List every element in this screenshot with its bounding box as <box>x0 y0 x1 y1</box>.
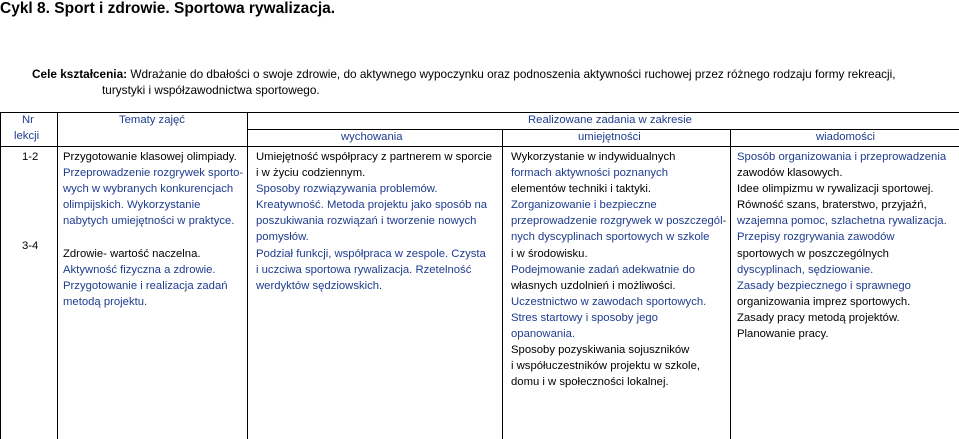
skills-line: Podejmowanie zadań adekwatnie do <box>511 263 696 276</box>
upbringing-line: Umiejętność współpracy z partnerem w sporcie <box>256 151 493 163</box>
knowledge-line: Przepisy rozgrywania zawodów <box>737 231 895 244</box>
topics-line: nabytych umiejętności w praktyce. <box>63 215 235 228</box>
upbringing-cell <box>256 149 492 294</box>
upbringing-line: i w życiu codziennym. <box>256 167 366 180</box>
skills-line: przeprowadzenie rozgrywek w poszczegól- <box>511 215 727 228</box>
header-lesson: lekcji <box>14 130 40 142</box>
knowledge-line: Planowanie pracy. <box>737 328 829 341</box>
knowledge-line: Sposób organizowania i przeprowadzenia <box>737 151 947 163</box>
goal-line-2: turystyki i współzawodnictwa sportowego. <box>102 83 320 97</box>
topics-line: Aktywność fizyczna a zdrowie. <box>63 263 216 276</box>
topics-line: Przygotowanie i realizacja zadań <box>63 279 228 292</box>
tasks-subheader-border <box>247 129 959 130</box>
topics-line: wych w wybranych konkurencjach <box>63 183 234 196</box>
topics-cell <box>63 149 243 310</box>
upbringing-line: i uczciwa sportowa rywalizacja. Rzetelność <box>256 263 472 276</box>
lesson-number: 1-2 <box>22 151 39 163</box>
nr-column-divider <box>57 112 58 439</box>
header-nr: Nr <box>22 114 34 126</box>
skills-line: opanowania. <box>511 328 576 341</box>
header-topics: Tematy zajęć <box>119 114 185 126</box>
skills-line: elementów techniki i taktyki. <box>511 183 652 196</box>
skills-line: Sposoby pozyskiwania sojuszników <box>511 344 690 357</box>
goal-label: Cele kształcenia: <box>32 67 128 81</box>
header-upbringing: wychowania <box>341 131 403 143</box>
goal-text-1: Wdrażanie do dbałości o swoje zdrowie, do aktywnego wypoczynku oraz podnoszenia aktywności ruchowej przez różnego rodzaju formy rekreacji, <box>127 67 896 81</box>
skills-line: nych dyscyplinach sportowych w szkole <box>511 231 710 244</box>
knowledge-cell <box>737 149 947 342</box>
knowledge-line: sportowych w poszczególnych <box>737 247 889 260</box>
upbringing-column-divider <box>502 130 503 439</box>
table-top-border <box>0 112 959 113</box>
topics-line: Zdrowie- wartość naczelna. <box>63 247 201 260</box>
upbringing-line: werdyktów sędziowskich. <box>256 279 383 292</box>
knowledge-line: organizowania imprez sportowych. <box>737 295 911 308</box>
lesson-number: 3-4 <box>22 240 39 252</box>
upbringing-line: Kreatywność. Metoda projektu jako sposób na <box>256 199 488 212</box>
knowledge-line: dyscyplinach, sędziowanie. <box>737 263 874 276</box>
knowledge-line: Idee olimpizmu w rywalizacji sportowej. <box>737 183 934 196</box>
topics-column-divider <box>247 112 248 439</box>
skills-line: własnych uzdolnień i możliwości. <box>511 279 676 292</box>
skills-line: formach aktywności poznanych <box>511 167 668 180</box>
header-tasks: Realizowane zadania w zakresie <box>528 114 692 126</box>
goal-line-1 <box>32 66 896 82</box>
knowledge-line: wzajemna pomoc, szlachetna rywalizacja. <box>737 215 947 228</box>
skills-line: i w środowisku. <box>511 247 588 260</box>
upbringing-line: Podział funkcji, współpraca w zespole. Czysta <box>256 247 486 260</box>
topics-line: metodą projektu. <box>63 295 148 308</box>
skills-column-divider <box>730 130 731 439</box>
knowledge-line: zawodów klasowych. <box>737 167 843 180</box>
upbringing-line: poszukiwania rozwiązań i tworzenie nowych <box>256 215 477 228</box>
skills-line: domu i w społeczności lokalnej. <box>511 376 669 389</box>
skills-line: Wykorzystanie w indywidualnych <box>511 151 676 163</box>
skills-line: Uczestnictwo w zawodach sportowych. <box>511 295 707 308</box>
header-skills: umiejętności <box>578 131 641 143</box>
knowledge-line: Zasady pracy metodą projektów. <box>737 311 900 324</box>
upbringing-line: Sposoby rozwiązywania problemów. <box>256 183 438 196</box>
topics-line: Przeprowadzenie rozgrywek sporto- <box>63 167 244 180</box>
knowledge-line: Równość szans, braterstwo, przyjaźń, <box>737 199 927 212</box>
page-title: Cykl 8. Sport i zdrowie. Sportowa rywalizacja. <box>0 0 336 17</box>
topics-line: olimpijskich. Wykorzystanie <box>63 199 201 212</box>
skills-cell <box>511 149 726 390</box>
header-knowledge: wiadomości <box>816 131 876 143</box>
skills-line: Zorganizowanie i bezpieczne <box>511 199 657 212</box>
table-left-border <box>0 112 1 439</box>
knowledge-line: Zasady bezpiecznego i sprawnego <box>737 279 911 292</box>
skills-line: i współuczestników projektu w szkole, <box>511 360 700 373</box>
topics-line: Przygotowanie klasowej olimpiady. <box>63 151 237 163</box>
table-header-bottom-border <box>0 146 959 147</box>
upbringing-line: pomysłów. <box>256 231 309 244</box>
topics-line <box>63 229 243 245</box>
skills-line: Stres startowy i sposoby jego <box>511 311 658 324</box>
education-goal <box>32 66 896 98</box>
